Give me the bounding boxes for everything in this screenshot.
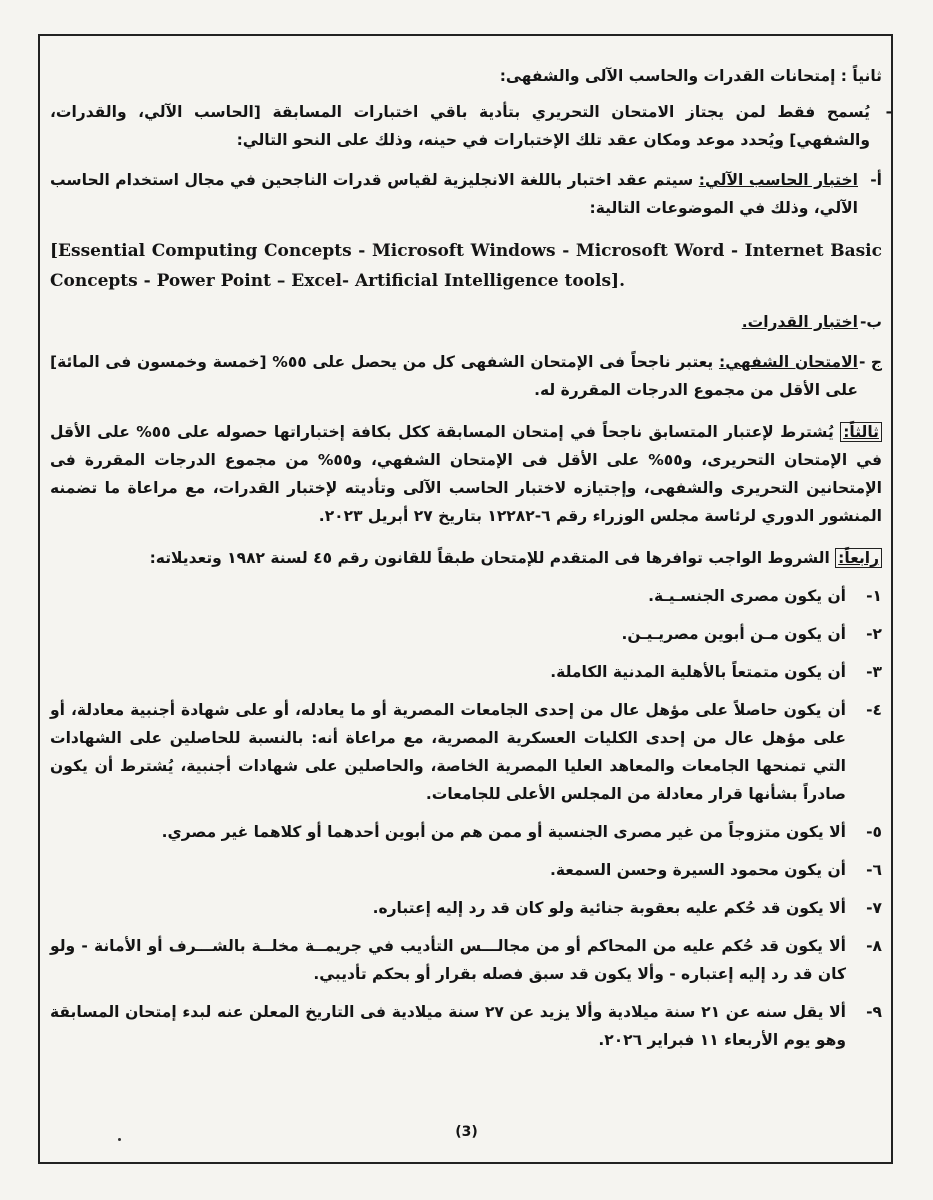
list-item-number: ٣- xyxy=(866,663,882,681)
list-item xyxy=(50,932,882,988)
item-c-mark: ج - xyxy=(858,353,882,371)
section-4-label: رابعاً: xyxy=(835,548,882,568)
section-3 xyxy=(50,418,882,530)
computer-topics-english: [Essential Computing Concepts - Microsoft Windows - Microsoft Word - Internet Basic Concepts - Power Point – Excel- Artificial Intelligence tools]. xyxy=(50,241,882,291)
section-2-intro xyxy=(50,98,892,154)
list-item-text: أن يكون مصرى الجنسـيـة. xyxy=(648,587,846,605)
item-a-text: سيتم عقد اختبار باللغة الانجليزية لقياس قدرات الناجحين في مجال استخدام الحاسب الآلي، وذلك في الموضوعات التالية: xyxy=(50,171,858,217)
list-item-number: ٨- xyxy=(866,937,882,955)
list-item xyxy=(50,582,882,610)
section-4 xyxy=(50,544,882,572)
list-item-number: ٩- xyxy=(866,1003,882,1021)
list-item xyxy=(50,856,882,884)
section-2-title: ثانياً : إمتحانات القدرات والحاسب الآلى والشفهى: xyxy=(499,67,882,85)
section-3-label: ثالثاً: xyxy=(840,422,882,442)
list-item xyxy=(50,894,882,922)
list-item-text: أن يكون حاصلاً على مؤهل عال من إحدى الجامعات المصرية أو ما يعادله، أو على شهادة أجنبية معادلة، أو على مؤهل عال من إحدى الكليات العسكرية المصرية، مع مراعاة أنه: بالنسبة للحاصلين على الشهادات التي تمنحها الجامعات والمعاهد العليا المصرية الخاصة، والحاصلين على شهادات أجنبية، يُشترط أن يكون صادراً بشأنها قرار معادلة من المجلس الأعلى للجامعات. xyxy=(50,701,846,803)
list-item-number: ٥- xyxy=(866,823,882,841)
list-item-text: ألا يقل سنه عن ٢١ سنة ميلادية وألا يزيد عن ٢٧ سنة ميلادية فى التاريخ المعلن عنه لبدء إمتحان المسابقة وهو يوم الأربعاء ١١ فبراير ٢٠٢٦. xyxy=(50,1003,846,1049)
page-number: (3) xyxy=(455,1124,478,1140)
section-2-intro-text: يُسمح فقط لمن يجتاز الامتحان التحريري بتأدية باقي اختبارات المسابقة [الحاسب الآلي، والقدرات، والشفهي] ويُحدد موعد ومكان عقد تلك الإختبارات في حينه، وذلك على النحو التالي: xyxy=(50,103,870,149)
section-3-text: يُشترط لإعتبار المتسابق ناجحاً في إمتحان المسابقة ككل بكافة إختباراتها حصوله على ٥٥% على الأقل في الإمتحان التحريرى، و٥٥% على الأقل فى الإمتحان الشفهي، و٥٥% من مجموع الدرجات المقررة فى الإمتحانين التحريرى والشفهى، وإجتيازه لاختبار الحاسب الآلى وتأديته لإختبار القدرات، مع مراعاة ما تضمنه المنشور الدوري لرئاسة مجلس الوزراء رقم ٦-١٢٢٨٢ بتاريخ ٢٧ أبريل ٢٠٢٣. xyxy=(50,423,882,525)
page-content xyxy=(50,46,892,1054)
item-b-mark: ب- xyxy=(859,313,882,331)
item-a-mark: أ- xyxy=(870,171,882,189)
list-item-number: ٤- xyxy=(866,701,882,719)
list-item-number: ١- xyxy=(866,587,882,605)
list-item-number: ٦- xyxy=(866,861,882,879)
list-item xyxy=(50,620,882,648)
item-a-label: اختبار الحاسب الآلي: xyxy=(698,171,858,189)
list-item-text: ألا يكون متزوجاً من غير مصرى الجنسية أو ممن هم من أبوين أحدهما أو كلاهما غير مصري. xyxy=(161,823,846,841)
list-item-text: ألا يكون قد حُكم عليه من المحاكم أو من مجالـــس التأديب في جريمــة مخلــة بالشـــرف أو الأمانة - ولو كان قد رد إليه إعتباره - وألا يكون قد سبق فصله بقرار أو بحكم تأديبي. xyxy=(50,937,846,983)
list-item xyxy=(50,696,882,808)
conditions-list xyxy=(50,582,882,1054)
list-item xyxy=(50,818,882,846)
item-a xyxy=(50,166,882,222)
item-c xyxy=(50,348,882,404)
item-c-text: يعتبر ناجحاً فى الإمتحان الشفهى كل من يحصل على ٥٥% [خمسة وخمسون فى المائة] على الأقل من مجموع الدرجات المقررة له. xyxy=(50,353,858,399)
list-item-number: ٧- xyxy=(866,899,882,917)
item-c-label: الامتحان الشفهي: xyxy=(719,353,858,371)
dash-marker: - xyxy=(885,103,892,121)
list-item xyxy=(50,658,882,686)
list-item-text: أن يكون مـن أبوين مصريـيـن. xyxy=(621,625,846,643)
list-item-text: أن يكون محمود السيرة وحسن السمعة. xyxy=(549,861,846,879)
list-item-text: أن يكون متمتعاً بالأهلية المدنية الكاملة. xyxy=(550,663,846,681)
section-4-text: الشروط الواجب توافرها فى المتقدم للإمتحان طبقاً للقانون رقم ٤٥ لسنة ١٩٨٢ وتعديلاته: xyxy=(149,549,830,567)
list-item xyxy=(50,998,882,1054)
item-b xyxy=(50,308,882,336)
item-b-label: اختبار القدرات. xyxy=(741,313,858,331)
list-item-text: ألا يكون قد حُكم عليه بعقوبة جنائية ولو كان قد رد إليه إعتباره. xyxy=(372,899,846,917)
list-item-number: ٢- xyxy=(866,625,882,643)
scan-speck xyxy=(118,1138,121,1141)
